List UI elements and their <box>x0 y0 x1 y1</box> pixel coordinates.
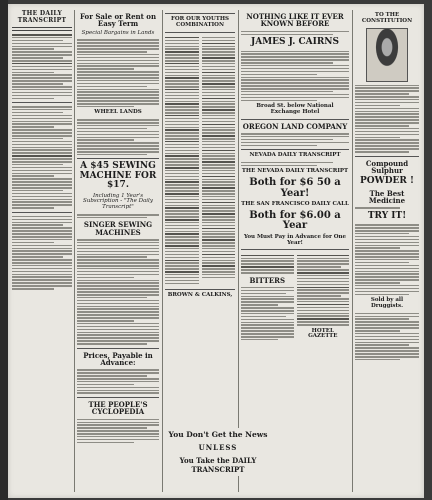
newspaper-page <box>8 4 424 498</box>
column-2 <box>77 10 159 492</box>
druggists-line: Sold by all Druggists. <box>370 297 404 309</box>
try-it-heading: TRY IT! <box>367 210 407 221</box>
sewing-subheading: Including 1 Year's Subscription - "The Daily Transcript" <box>83 192 153 211</box>
portrait-engraving <box>366 28 408 82</box>
broad-street-heading: Broad St. below National Exchange Hotel <box>256 103 334 115</box>
prices-text <box>77 369 159 394</box>
compound-sulphur-heading: Compound Sulphur <box>365 158 409 175</box>
news-banner-line1: You Don't Get the News <box>168 430 268 439</box>
column-4 <box>241 10 349 492</box>
brown-calkins-label: BROWN & CALKINS, <box>167 291 233 298</box>
hotel-gazette-heading: HOTEL GAZETTE <box>308 327 338 340</box>
for-sale-text <box>77 39 159 107</box>
bitters-heading: BITTERS <box>249 275 286 285</box>
column-5 <box>355 10 419 492</box>
cairns-text <box>241 51 349 102</box>
news-banner-line3: You Take the DAILY TRANSCRIPT <box>179 456 257 474</box>
medicine-text <box>355 224 419 295</box>
news-banner-line2: UNLESS <box>198 443 238 452</box>
for-sale-heading: For Sale or Rent on Easy Term <box>79 12 157 29</box>
sf-daily-call-heading: THE SAN FRANCISCO DAILY CALL <box>241 201 349 208</box>
column-1 <box>12 10 72 492</box>
masthead-rule <box>12 27 72 31</box>
left-page-edge <box>0 0 8 500</box>
youths-combination-heading: FOR OUR YOUTHS COMBINATION <box>170 16 230 28</box>
oregon-land-text <box>241 133 349 146</box>
column-3 <box>165 10 235 492</box>
wheel-lands-heading: WHEEL LANDS <box>94 109 142 116</box>
singer-text <box>77 239 159 345</box>
best-medicine-heading: The Best Medicine <box>368 188 406 205</box>
nevada-transcript-heading: NEVADA DAILY TRANSCRIPT <box>249 152 341 159</box>
cyclopedia-text <box>77 419 159 444</box>
both-for-650-heading: Both for $6 50 a Year! <box>249 177 341 199</box>
both-for-600-heading: Both for $6.00 a Year <box>249 209 341 232</box>
oregon-land-heading: OREGON LAND COMPANY <box>242 121 348 131</box>
constitution-heading: TO THE CONSTITUTION <box>361 12 413 24</box>
nevada-daily-heading: THE NEVADA DAILY TRANSCRIPT <box>241 168 349 175</box>
singer-heading: SINGER SEWING MACHINES <box>83 220 153 237</box>
column-rule <box>238 10 239 492</box>
news-banner <box>165 428 271 476</box>
masthead: THE DAILY TRANSCRIPT <box>17 10 67 24</box>
prices-heading: Prices, Payable in Advance: <box>83 350 153 367</box>
cyclopedia-heading: THE PEOPLE'S CYCLOPEDIA <box>88 399 148 417</box>
james-cairns-heading: JAMES J. CAIRNS <box>250 37 340 48</box>
column-1-text <box>12 34 72 290</box>
wheel-lands-text <box>77 119 159 155</box>
column-rule <box>352 10 353 492</box>
bitters-ad-block <box>241 253 349 343</box>
special-bargains-heading: Special Bargains in Lands <box>81 29 155 36</box>
column-rule <box>74 10 75 492</box>
sewing-machine-heading: A $45 SEWING MACHINE FOR $17. <box>79 161 157 191</box>
powder-heading: POWDER ! <box>360 176 414 187</box>
column-rule <box>162 10 163 492</box>
pay-in-advance-heading: You Must Pay in Advance for One Year! <box>243 233 347 246</box>
premium-list <box>165 36 235 286</box>
nothing-like-it-heading: NOTHING LIKE IT EVER KNOWN BEFORE <box>246 12 344 29</box>
